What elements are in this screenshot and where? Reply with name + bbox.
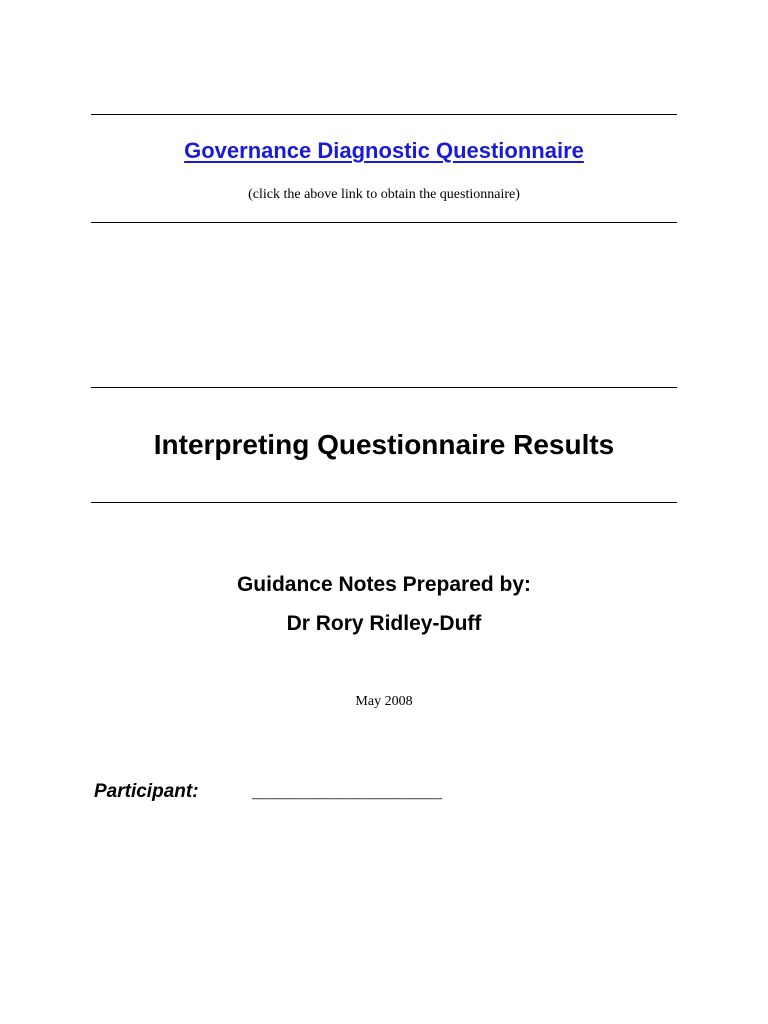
document-title: Interpreting Questionnaire Results <box>153 429 615 460</box>
title-divider-bottom <box>91 502 677 503</box>
title-divider-top <box>91 387 677 388</box>
link-instruction-note: (click the above link to obtain the questionnaire) <box>248 187 520 202</box>
top-divider-1 <box>91 114 677 115</box>
questionnaire-link-heading <box>91 136 677 166</box>
publication-date: May 2008 <box>355 694 413 709</box>
author-name: Dr Rory Ridley-Duff <box>286 612 482 635</box>
participant-label: Participant: <box>94 781 199 802</box>
top-divider-2 <box>91 222 677 223</box>
questionnaire-link[interactable]: Governance Diagnostic Questionnaire <box>184 138 584 163</box>
guidance-notes-label: Guidance Notes Prepared by: <box>236 573 532 596</box>
participant-blank-field: __________________ <box>252 781 443 802</box>
